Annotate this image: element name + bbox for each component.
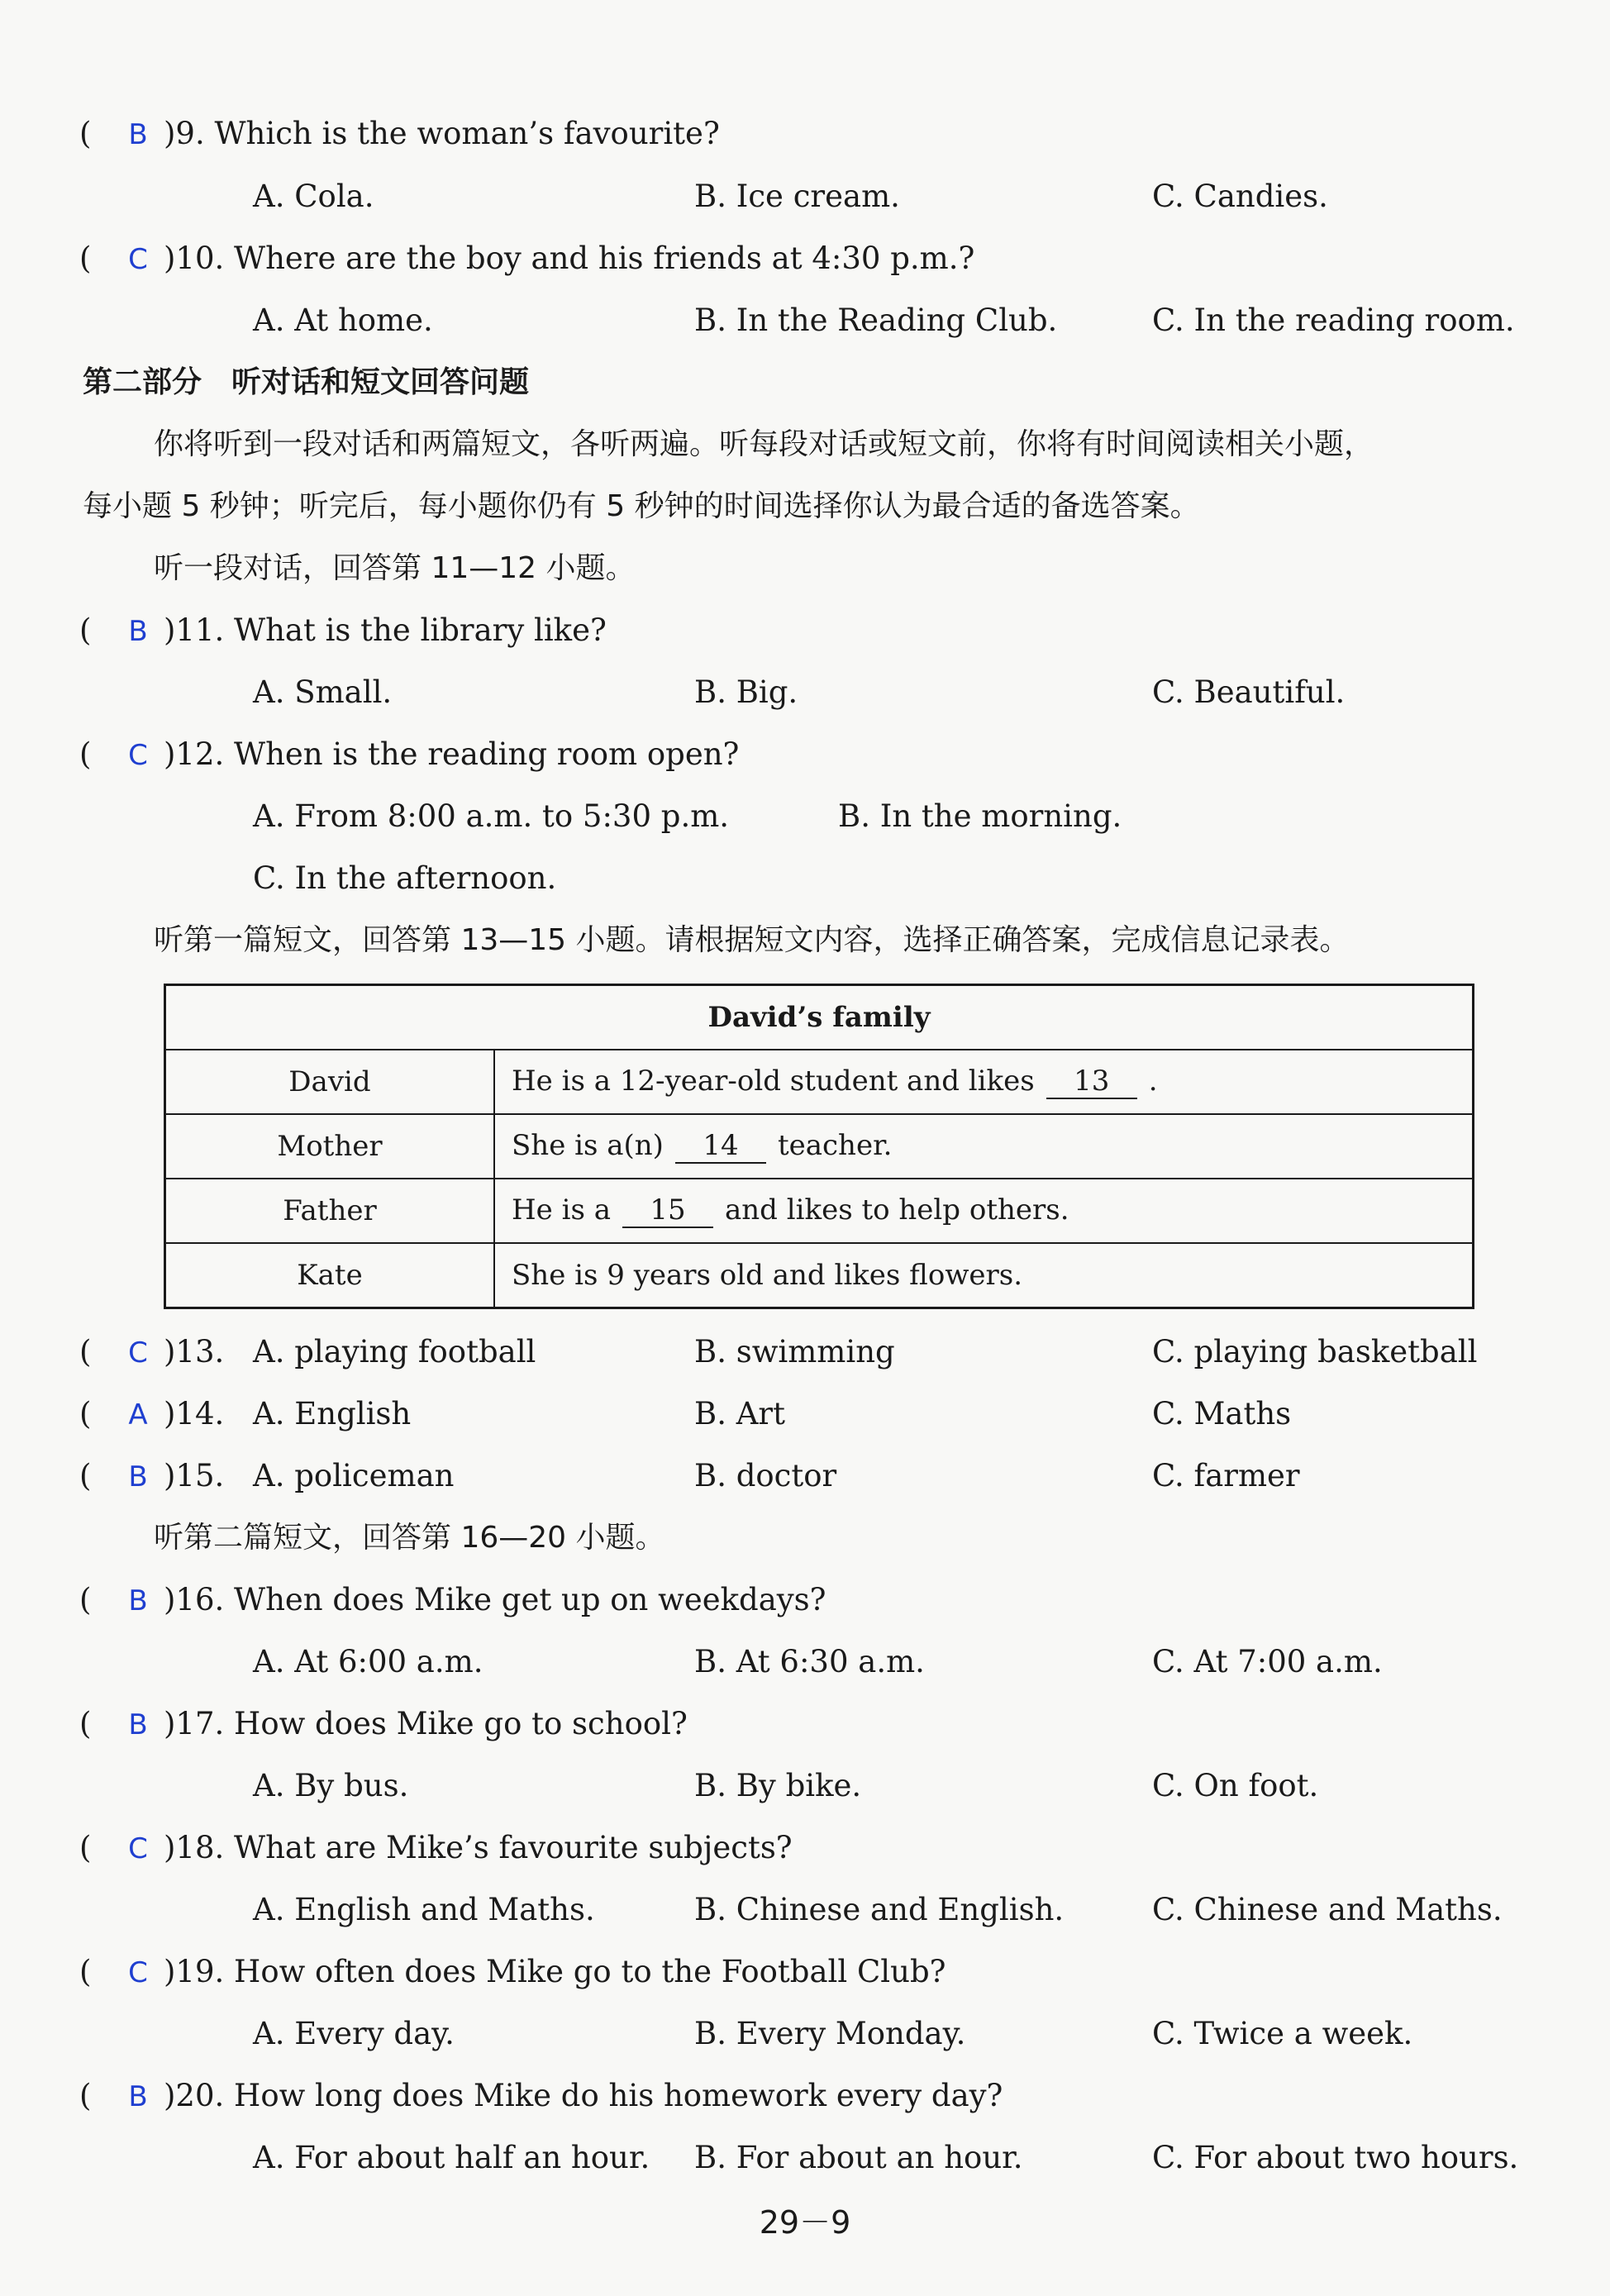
- option-b: B. At 6:30 a.m.: [694, 1644, 925, 1679]
- blank-13: 13: [1046, 1065, 1137, 1099]
- table-row: [165, 1050, 1474, 1114]
- question-number: )15.: [164, 1458, 225, 1493]
- table-title: David’s family: [165, 985, 1474, 1050]
- option-c: C. Candies.: [1152, 179, 1328, 214]
- option-a: A. English: [253, 1396, 412, 1431]
- option-c: C. Beautiful.: [1152, 674, 1346, 710]
- option-b: B. doctor: [694, 1458, 837, 1493]
- option-c: C. In the reading room.: [1152, 302, 1515, 338]
- question-text: How long does Mike do his homework every day?: [234, 2078, 1003, 2113]
- option-c: C. farmer: [1152, 1458, 1300, 1493]
- row-info: [494, 1243, 1474, 1308]
- paren-open: (: [79, 1334, 92, 1370]
- question-text: What are Mike’s favourite subjects?: [234, 1830, 793, 1865]
- answer-19: C: [128, 1956, 148, 1989]
- row-info: [494, 1179, 1474, 1243]
- question-number: )16.: [164, 1582, 225, 1617]
- answer-10: C: [128, 243, 148, 276]
- section-intro-line1: 你将听到一段对话和两篇短文，各听两遍。听每段对话或短文前，你将有时间阅读相关小题，: [154, 427, 1374, 461]
- paren-open: (: [79, 1582, 92, 1617]
- option-a: A. At 6:00 a.m.: [253, 1644, 483, 1679]
- option-b: B. Chinese and English.: [694, 1892, 1065, 1927]
- paren-open: (: [79, 2078, 92, 2113]
- options-17: [0, 1763, 1610, 1809]
- question-15: [0, 1453, 1610, 1499]
- row-text: teacher.: [777, 1129, 893, 1162]
- question-14: [0, 1391, 1610, 1437]
- question-text: Which is the woman’s favourite?: [214, 116, 720, 151]
- row-info: [494, 1114, 1474, 1179]
- row-text: She is 9 years old and likes flowers.: [512, 1259, 1023, 1292]
- question-17: [0, 1701, 1610, 1747]
- paren-open: (: [79, 1458, 92, 1493]
- option-b: B. In the Reading Club.: [694, 302, 1058, 338]
- question-number: )9.: [164, 116, 205, 151]
- options-9: [0, 174, 1610, 220]
- option-a: A. English and Maths.: [253, 1892, 595, 1927]
- question-number: )11.: [164, 612, 225, 648]
- row-text: She is a(n): [512, 1129, 664, 1162]
- question-number: )20.: [164, 2078, 225, 2113]
- options-12-cont: [0, 855, 1610, 902]
- question-number: )10.: [164, 241, 225, 276]
- option-c: C. Twice a week.: [1152, 2016, 1413, 2051]
- option-b: B. Ice cream.: [694, 179, 900, 214]
- dialog-intro: 听一段对话，回答第 11—12 小题。: [154, 551, 636, 585]
- row-name: Father: [165, 1179, 495, 1243]
- row-name: Mother: [165, 1114, 495, 1179]
- answer-15: B: [128, 1460, 148, 1493]
- question-16: [0, 1577, 1610, 1623]
- option-b: B. Art: [694, 1396, 785, 1431]
- blank-15: 15: [622, 1193, 713, 1228]
- question-number: )17.: [164, 1706, 225, 1741]
- question-text: When is the reading room open?: [234, 736, 740, 772]
- option-c: C. At 7:00 a.m.: [1152, 1644, 1383, 1679]
- row-name: David: [165, 1050, 495, 1114]
- blank-14: 14: [675, 1129, 766, 1164]
- section-heading: 第二部分 听对话和短文回答问题: [83, 365, 530, 399]
- answer-11: B: [128, 615, 148, 648]
- question-text: When does Mike get up on weekdays?: [234, 1582, 826, 1617]
- answer-14: A: [128, 1398, 148, 1431]
- options-10: [0, 298, 1610, 344]
- option-c: C. playing basketball: [1152, 1334, 1478, 1370]
- option-b: B. For about an hour.: [694, 2140, 1023, 2175]
- question-number: )18.: [164, 1830, 225, 1865]
- question-11: [0, 607, 1610, 654]
- paren-open: (: [79, 1396, 92, 1431]
- option-a: A. policeman: [253, 1458, 455, 1493]
- question-text: How does Mike go to school?: [234, 1706, 688, 1741]
- option-b: B. In the morning.: [838, 798, 1122, 834]
- answer-17: B: [128, 1708, 148, 1741]
- row-text: He is a: [512, 1193, 611, 1227]
- question-18: [0, 1825, 1610, 1871]
- option-a: A. By bus.: [253, 1768, 409, 1803]
- table-row: [165, 1114, 1474, 1179]
- option-a: A. Small.: [253, 674, 393, 710]
- question-text: What is the library like?: [234, 612, 607, 648]
- section-intro-line2: 每小题 5 秒钟；听完后，每小题你仍有 5 秒钟的时间选择你认为最合适的备选答案。: [83, 489, 1200, 523]
- table-row: [165, 1243, 1474, 1308]
- option-b: B. By bike.: [694, 1768, 862, 1803]
- option-a: A. From 8:00 a.m. to 5:30 p.m.: [253, 798, 730, 834]
- option-b: B. Every Monday.: [694, 2016, 966, 2051]
- row-name: Kate: [165, 1243, 495, 1308]
- options-12: [0, 793, 1610, 840]
- question-number: )12.: [164, 736, 225, 772]
- option-a: A. playing football: [253, 1334, 536, 1370]
- passage2-intro: 听第二篇短文，回答第 16—20 小题。: [154, 1521, 665, 1555]
- option-c: C. For about two hours.: [1152, 2140, 1519, 2175]
- question-13: [0, 1329, 1610, 1375]
- davids-family-table: [164, 984, 1474, 1309]
- paren-open: (: [79, 736, 92, 772]
- option-a: A. For about half an hour.: [253, 2140, 650, 2175]
- question-number: )13.: [164, 1334, 225, 1370]
- answer-12: C: [128, 739, 148, 772]
- option-a: A. Every day.: [253, 2016, 455, 2051]
- options-18: [0, 1887, 1610, 1933]
- answer-16: B: [128, 1584, 148, 1617]
- option-c: C. Chinese and Maths.: [1152, 1892, 1503, 1927]
- passage1-intro: 听第一篇短文，回答第 13—15 小题。请根据短文内容，选择正确答案，完成信息记录表。: [154, 923, 1350, 957]
- question-10: [0, 236, 1610, 282]
- paren-open: (: [79, 1830, 92, 1865]
- question-text: Where are the boy and his friends at 4:30 p.m.?: [234, 241, 975, 276]
- option-b: B. swimming: [694, 1334, 895, 1370]
- paren-open: (: [79, 241, 92, 276]
- option-b: B. Big.: [694, 674, 798, 710]
- question-20: [0, 2073, 1610, 2119]
- table-row: [165, 1179, 1474, 1243]
- options-16: [0, 1639, 1610, 1685]
- option-a: A. At home.: [253, 302, 433, 338]
- options-20: [0, 2135, 1610, 2181]
- row-text: .: [1148, 1065, 1158, 1098]
- question-12: [0, 731, 1610, 778]
- options-11: [0, 669, 1610, 716]
- option-a: A. Cola.: [253, 179, 374, 214]
- question-9: [0, 111, 1610, 157]
- answer-13: C: [128, 1336, 148, 1370]
- answer-9: B: [128, 118, 148, 151]
- paren-open: (: [79, 1706, 92, 1741]
- option-c: C. Maths: [1152, 1396, 1292, 1431]
- question-19: [0, 1949, 1610, 1995]
- option-c: C. On foot.: [1152, 1768, 1319, 1803]
- question-number: )19.: [164, 1954, 225, 1989]
- answer-20: B: [128, 2080, 148, 2113]
- paren-open: (: [79, 1954, 92, 1989]
- option-c: C. In the afternoon.: [253, 860, 557, 896]
- page-number: 29－9: [759, 2204, 851, 2241]
- paren-open: (: [79, 116, 92, 151]
- question-number: )14.: [164, 1396, 225, 1431]
- row-text: and likes to help others.: [724, 1193, 1069, 1227]
- row-text: He is a 12-year-old student and likes: [512, 1065, 1035, 1098]
- paren-open: (: [79, 612, 92, 648]
- question-text: How often does Mike go to the Football Club?: [234, 1954, 946, 1989]
- options-19: [0, 2011, 1610, 2057]
- row-info: [494, 1050, 1474, 1114]
- answer-18: C: [128, 1832, 148, 1865]
